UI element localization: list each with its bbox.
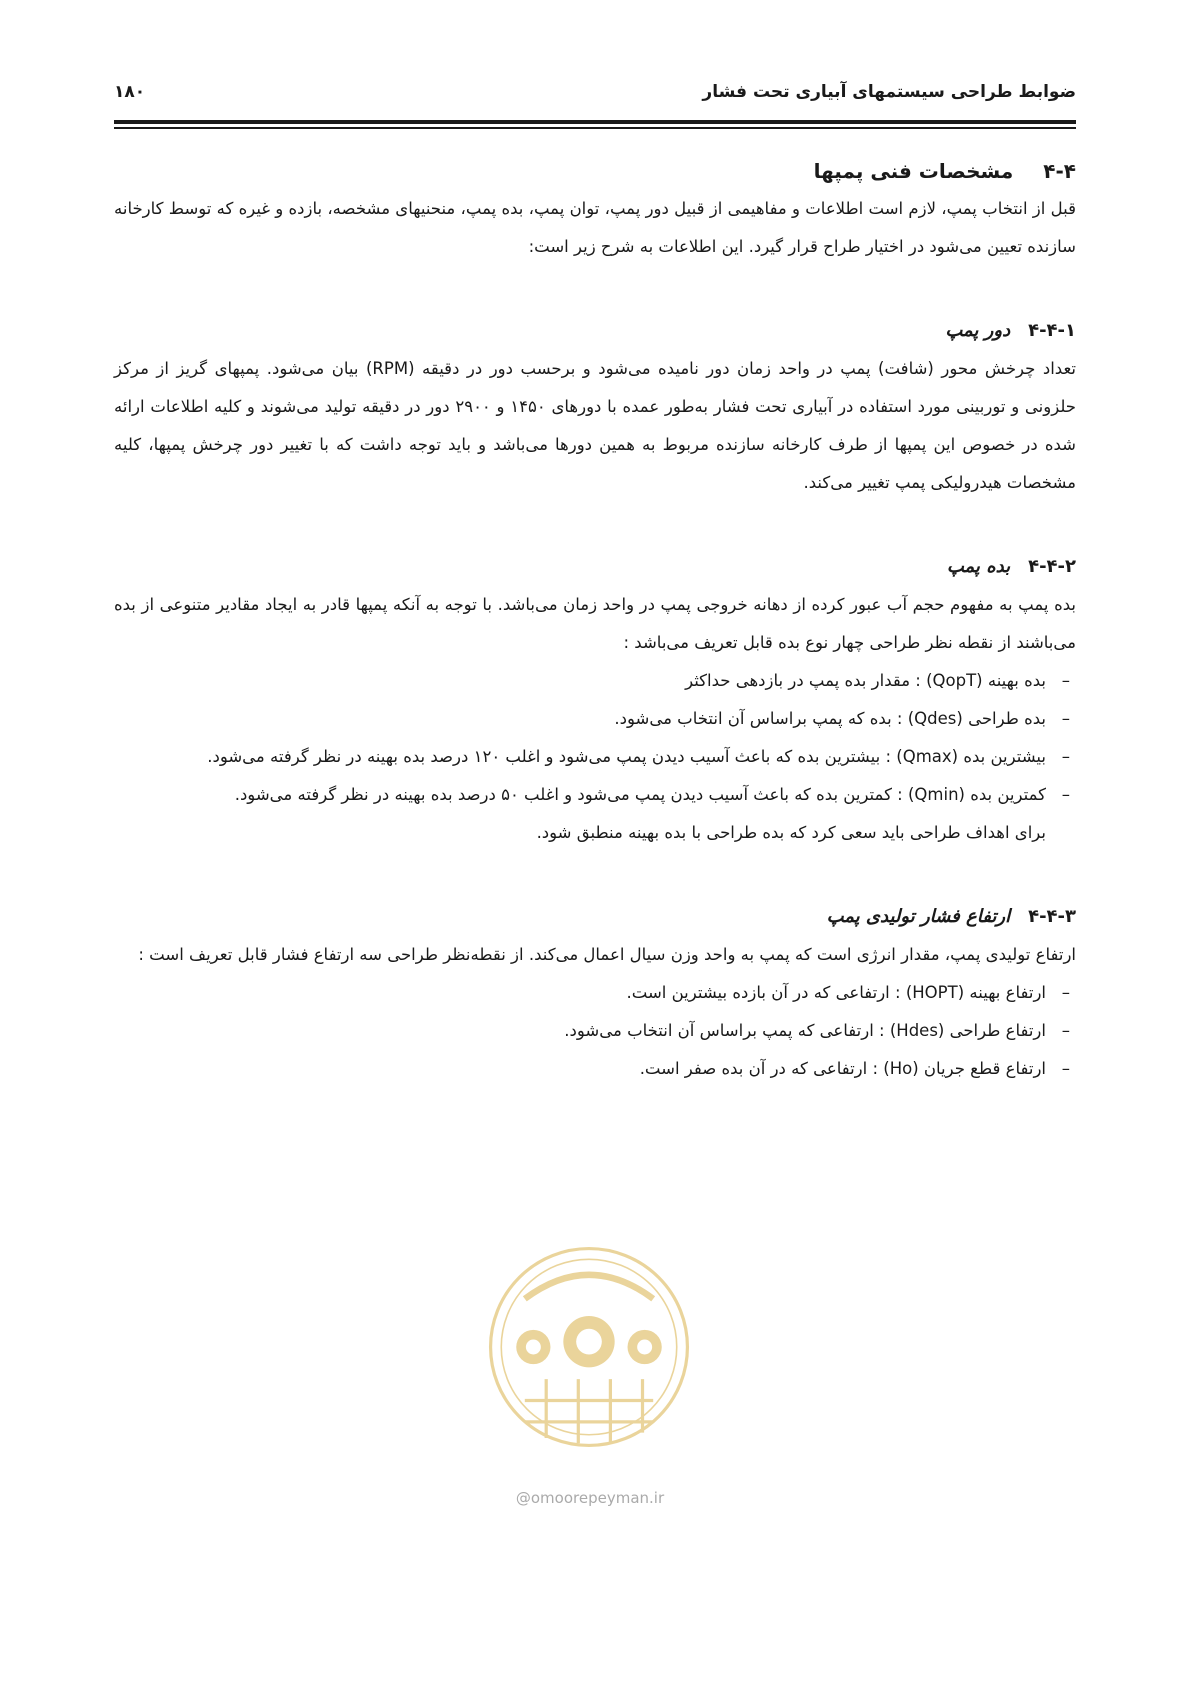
running-title: ضوابط طراحی سیستمهای آبیاری تحت فشار — [702, 82, 1076, 102]
section-heading — [114, 152, 1076, 190]
list-item: – بیشترین بده (Qmax) : بیشترین بده که باعث آسیب دیدن پمپ می‌شود و اغلب ۱۲۰ درصد بده بهینه در نظر گرفته می‌شود. — [114, 738, 1076, 776]
page-header — [114, 72, 1076, 112]
list-item: – کمترین بده (Qmin) : کمترین بده که باعث آسیب دیدن پمپ می‌شود و اغلب ۵۰ درصد بده بهینه در نظر گرفته می‌شود. — [114, 776, 1076, 814]
subsection-number: ۴-۴-۱ — [1028, 320, 1076, 341]
page-content — [114, 152, 1076, 1088]
subsection-title: دور پمپ — [945, 320, 1011, 341]
list-item: – ارتفاع بهینه (HOPT) : ارتفاعی که در آن بازده بیشترین است. — [114, 974, 1076, 1012]
subsection-heading-2 — [114, 548, 1076, 586]
page-number: ۱۸۰ — [114, 82, 146, 102]
list-item: – ارتفاع قطع جریان (Ho) : ارتفاعی که در آن بده صفر است. — [114, 1050, 1076, 1088]
subsection-heading-1 — [114, 312, 1076, 350]
list-item: – بده بهینه (QopT) : مقدار بده پمپ در بازدهی حداکثر — [114, 662, 1076, 700]
section-title: مشخصات فنی پمپها — [813, 159, 1014, 183]
subsection-title: بده پمپ — [946, 556, 1011, 577]
list-item: – بده طراحی (Qdes) : بده که پمپ براساس آن انتخاب می‌شود. — [114, 700, 1076, 738]
subsection-paragraph: بده پمپ به مفهوم حجم آب عبور کرده از دهانه خروجی پمپ در واحد زمان می‌باشد. با توجه به آنکه پمپها قادر به ایجاد مقادیر متنوعی از بده می‌باشند از نقطه نظر طراحی چهار نوع بده قابل تعریف می‌باشد : — [114, 595, 1076, 652]
discharge-list — [114, 662, 1076, 814]
header-rule-thin — [114, 127, 1076, 129]
subsection-paragraph: تعداد چرخش محور (شافت) پمپ در واحد زمان دور نامیده می‌شود و برحسب دور در دقیقه (RPM) بیان می‌شود. پمپهای گریز از مرکز حلزونی و توربینی مورد استفاده در آبیاری تحت فشار به‌طور عمده با دورهای ۱۴۵۰ و ۲۹۰۰ دور در دقیقه تولید می‌شوند و کلیه اطلاعات ارائه شده در خصوص این پمپها از طرف کارخانه سازنده مربوط به همین دورها می‌باشد و باید توجه داشت که با تغییر دور چرخش پمپها، کلیه مشخصات هیدرولیکی پمپ تغییر می‌کند. — [114, 359, 1076, 492]
section-intro: قبل از انتخاب پمپ، لازم است اطلاعات و مفاهیمی از قبیل دور پمپ، توان پمپ، بده پمپ، منحنیهای مشخصه، بازده و غیره که توسط کارخانه سازنده تعیین می‌شود در اختیار طراح قرار گیرد. این اطلاعات به شرح زیر است: — [114, 199, 1076, 256]
watermark-seal-icon — [482, 1240, 696, 1454]
subsection-paragraph: ارتفاع تولیدی پمپ، مقدار انرژی است که پمپ به واحد وزن سیال اعمال می‌کند. از نقطه‌نظر طراحی سه ارتفاع فشار قابل تعریف است : — [138, 945, 1076, 964]
subsection-title: ارتفاع فشار تولیدی پمپ — [826, 906, 1011, 927]
subsection-number: ۴-۴-۲ — [1028, 556, 1076, 577]
subsection-number: ۴-۴-۳ — [1028, 906, 1076, 927]
section-number: ۴-۴ — [1043, 159, 1076, 183]
list-item: – ارتفاع طراحی (Hdes) : ارتفاعی که پمپ براساس آن انتخاب می‌شود. — [114, 1012, 1076, 1050]
closing-note: برای اهداف طراحی باید سعی کرد که بده طراحی با بده بهینه منطبق شود. — [536, 823, 1046, 842]
subsection-heading-3 — [114, 898, 1076, 936]
watermark-site: @omoorepeyman.ir — [515, 1489, 665, 1507]
head-list — [114, 974, 1076, 1088]
header-rule-thick — [114, 120, 1076, 124]
